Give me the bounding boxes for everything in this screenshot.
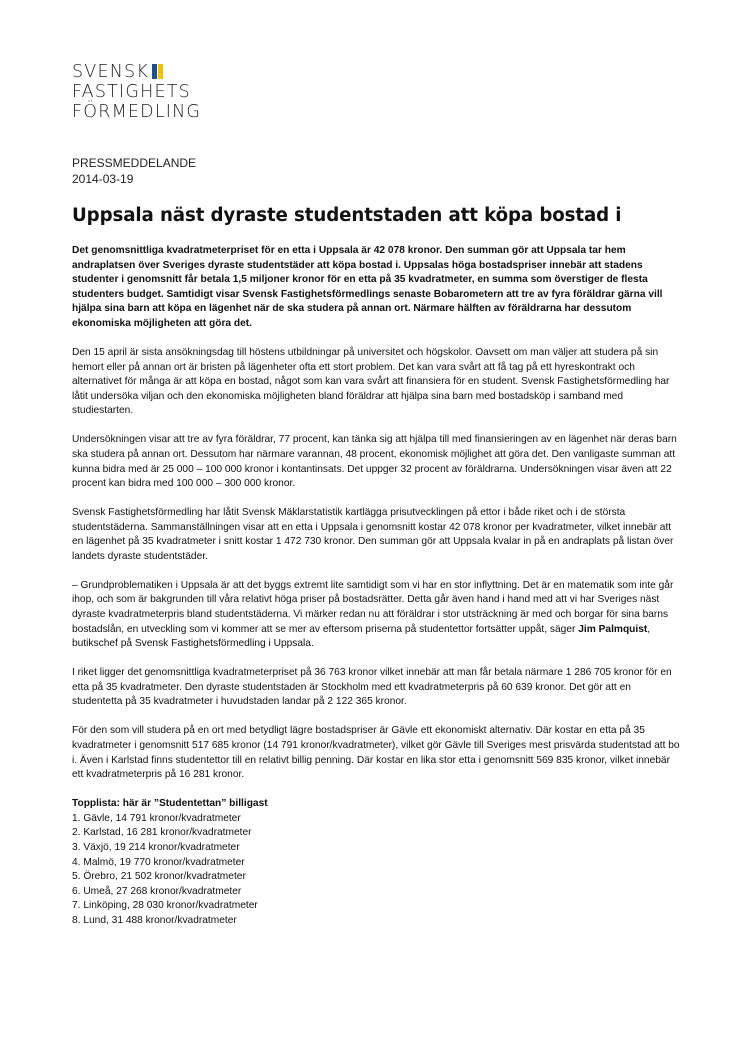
toplist xyxy=(72,797,682,928)
body-paragraph-3: Svensk Fastighetsförmedling har låtit Svensk Mäklarstatistik kartlägga prisutvecklingen på ettor i både riket och i de största studentstäderna. Sammanställningen visar att en etta i Uppsala i genomsnitt kostar 42 078 kronor per kvadratmeter, vilket innebär att en lägenhet på 35 kvadratmeter i snitt kostar 1 472 730 kronor. Den summan gör att Uppsala kvalar in på en andraplats på listan över landets dyraste studentstäder. xyxy=(72,507,674,562)
quote-attribution: , butikschef på Svensk Fastighetsförmedling i Uppsala. xyxy=(72,623,651,650)
body-paragraph-2: Undersökningen visar att tre av fyra föräldrar, 77 procent, kan tänka sig att hjälpa till med finansieringen av en lägenhet när deras barn ska studera på annan ort. Dessutom har närmare varannan, 48 procent, ekonomisk möjlighet att göra det. Den vanligaste summan att kunna bidra med är 25 000 – 100 000 kronor i kontantinsats. Det uppger 32 procent av föräldrarna. Undersökningen visar även att 22 procent kan bidra med 100 000 – 300 000 kronor. xyxy=(72,434,677,490)
quote-paragraph xyxy=(72,579,682,652)
list-item: 4. Malmö, 19 770 kronor/kvadratmeter xyxy=(72,856,245,868)
quote-person-name: Jim Palmquist xyxy=(578,623,648,635)
list-item: 7. Linköping, 28 030 kronor/kvadratmeter xyxy=(72,900,258,912)
list-item: 1. Gävle, 14 791 kronor/kvadratmeter xyxy=(72,812,241,824)
logo-line-1: SVENSK xyxy=(72,62,201,82)
logo-line-3: FÖRMEDLING xyxy=(72,102,202,122)
list-item: 3. Växjö, 19 214 kronor/kvadratmeter xyxy=(72,841,240,853)
article-body xyxy=(72,244,682,928)
body-paragraph-5: I riket ligger det genomsnittliga kvadratmeterpriset på 36 763 kronor vilket innebär att man får betala närmare 1 286 705 kronor för en etta på 35 kvadratmeter. Den dyraste studentstaden är Stockholm med ett kvadratmeterpris på 60 639 kronor. Det gör att en studentetta på 35 kvadratmeter i huvudstaden landar på 2 122 365 kronor. xyxy=(72,667,672,708)
body-paragraph-1: Den 15 april är sista ansökningsdag till höstens utbildningar på universitet och högskolor. Oavsett om man väljer att studera på sin hemort eller på annan ort är bristen på lägenheter ofta ett stort problem. Det kan vara svårt att få tag på ett hyreskontrakt och alternativet för många är att köpa en bostad, något som kan vara svårt att finansiera för en student. Svensk Fastighetsförmedling har låtit undersöka viljan och den ekonomiska möjligheten bland föräldrar att hjälpa sina barn med bostadsköp i samband med studiestarten. xyxy=(72,346,670,417)
swedish-flag-icon xyxy=(152,64,163,79)
logo-line-2: FASTIGHETS xyxy=(72,82,191,102)
list-item: 5. Örebro, 21 502 kronor/kvadratmeter xyxy=(72,871,246,883)
press-date: 2014-03-19 xyxy=(72,172,134,186)
page-title: Uppsala näst dyraste studentstaden att köpa bostad i xyxy=(72,205,622,226)
list-item: 6. Umeå, 27 268 kronor/kvadratmeter xyxy=(72,885,242,897)
lead-paragraph: Det genomsnittliga kvadratmeterpriset för en etta i Uppsala är 42 078 kronor. Den summan gör att Uppsala tar hem andraplatsen över Sveriges dyraste studentstäder att köpa bostad i. Uppsalas höga bostadspriser innebär att stadens studenter i genomsnitt får betala 1,5 miljoner kronor för en etta på 35 kvadratmeter, en summa som överstiger de flesta studenters budget. Samtidigt visar Svensk Fastighetsförmedlings senaste Bobarometern att tre av fyra föräldrar gärna vill hjälpa sina barn att köpa en lägenhet när de ska studera på annan ort. Närmare hälften av föräldrarna har dessutom ekonomiska möjligheten att göra det. xyxy=(72,245,663,329)
flag-blue-stripe xyxy=(152,64,157,79)
toplist-title: Topplista: här är ”Studentettan” billigast xyxy=(72,798,268,810)
press-meta xyxy=(72,155,196,187)
company-logo xyxy=(72,62,201,122)
quote-text: – Grundproblematiken i Uppsala är att det byggs extremt lite samtidigt som vi har en stor inflyttning. Det är en matematik som inte går ihop, och som är bakgrunden till våra relativt höga priser på bostadsrätter. Detta går även hand i hand med att vi har Sveriges näst dyraste kvadratmeterpris bland studentstäderna. Vi märker redan nu att föräldrar i stor utsträckning är med och borgar för sina barns bostadslån, en utveckling som vi kommer att se mer av eftersom priserna på studentettor fortsätter uppåt, säger xyxy=(72,579,674,635)
toplist-items xyxy=(72,812,682,929)
flag-yellow-stripe xyxy=(158,64,163,79)
list-item: 8. Lund, 31 488 kronor/kvadratmeter xyxy=(72,914,237,926)
list-item: 2. Karlstad, 16 281 kronor/kvadratmeter xyxy=(72,827,252,839)
press-label: PRESSMEDDELANDE xyxy=(72,156,197,170)
body-paragraph-6: För den som vill studera på en ort med betydligt lägre bostadspriser är Gävle ett ekonomiskt alternativ. Där kostar en etta på 35 kvadratmeter i genomsnitt 517 685 kronor (14 791 kronor/kvadratmeter), vilket gör Gävle till Sveriges mest prisvärda studentstad att bo i. Även i Karlstad finns studentettor till en relativt billig penning. Där kostar en lika stor etta i genomsnitt 569 835 kronor, vilket innebär ett kvadratmeterpris på 16 281 kronor. xyxy=(72,725,680,781)
